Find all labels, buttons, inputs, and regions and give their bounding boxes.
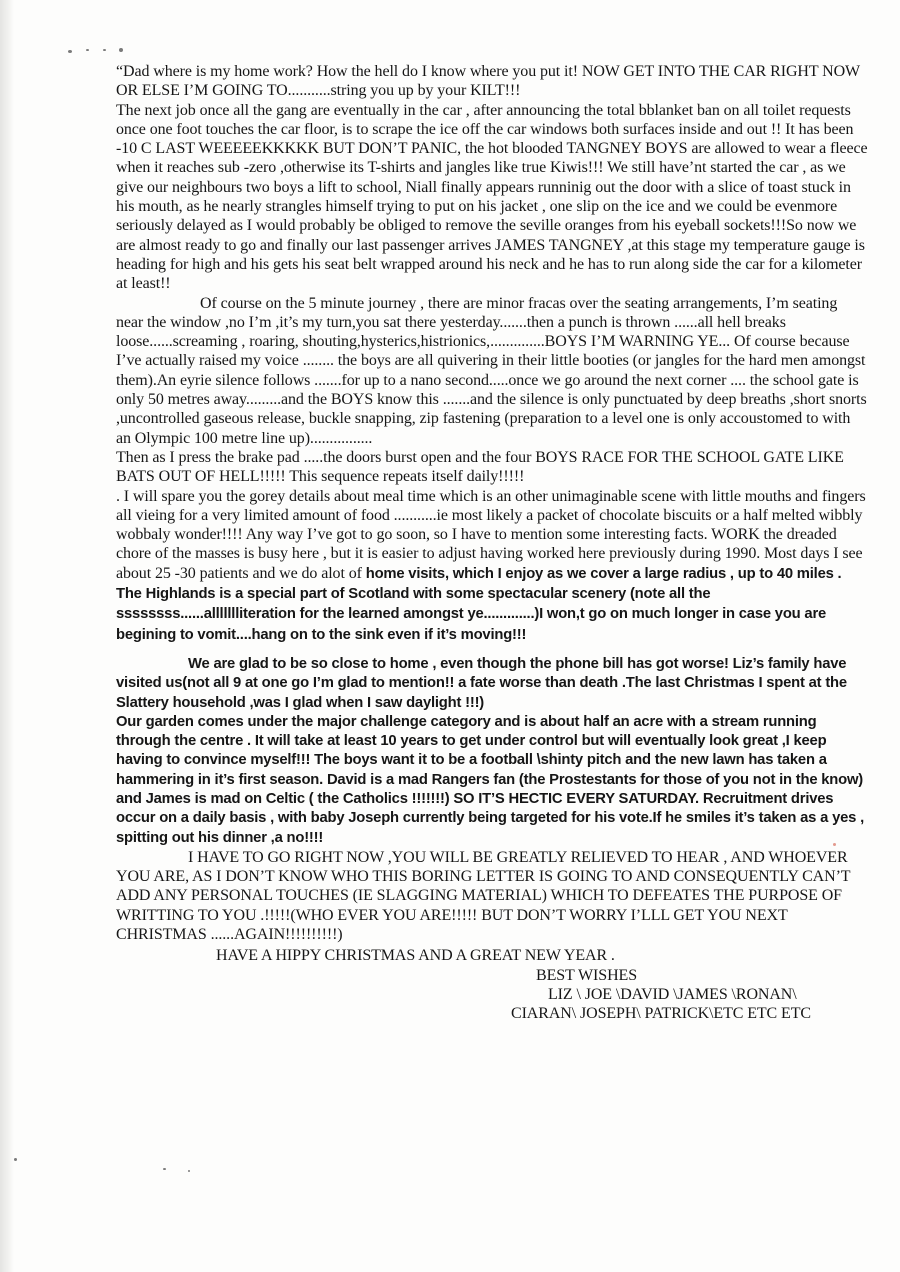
letter-closing xyxy=(116,946,868,1023)
scan-speck xyxy=(119,48,123,52)
scan-speck xyxy=(14,1158,17,1161)
best-wishes: BEST WISHES xyxy=(536,966,637,984)
letter-paragraph: We are glad to be so close to home , even though the phone bill has got worse! Liz’s family have visited us(not all 9 at one go I’m glad to mention!! a fate worse than death .The last Christmas I spent at the Slattery household ,was I glad when I saw daylight !!!) xyxy=(116,655,847,711)
letter-paragraph: I HAVE TO GO RIGHT NOW ,YOU WILL BE GREATLY RELIEVED TO HEAR , AND WHOEVER YOU ARE, AS I DON’T KNOW WHO THIS BORING LETTER IS GOING TO AND CONSEQUENTLY CAN’T ADD ANY PERSONAL TOUCHES (IE SLAGGING MATERIAL) WHICH TO DEFEATES THE PURPOSE OF WRITTING TO YOU .!!!!!(WHO EVER YOU ARE!!!!! BUT DON’T WORRY I’LLL GET YOU NEXT CHRISTMAS ......AGAIN!!!!!!!!!!) xyxy=(116,848,851,944)
letter-paragraph: Then as I press the brake pad .....the doors burst open and the four BOYS RACE FOR THE SCHOOL GATE LIKE BATS OUT OF HELL!!!!! This sequence repeats itself daily!!!!! xyxy=(116,448,844,486)
signature-line: CIARAN\ JOSEPH\ PATRICK\ETC ETC ETC xyxy=(511,1005,811,1023)
letter-paragraph: Of course on the 5 minute journey , there are minor fracas over the seating arrangements, I’m seating near the window ,no I’m ,it’s my turn,you sat there yesterday.......then a punch is thrown ......all hell breaks loose......screaming , roaring, shouting,hysterics,histrionics,..............BOYS I’M WARNING YE... Of course because I’ve actually raised my voice ........ the boys are all quivering in their little booties (or jangles for the hard men amongst them).An eyrie silence follows .......for up to a nano second.....once we go around the next corner .... the school gate is only 50 metres away.........and the BOYS know this .......and the silence is only punctuated by deep breaths ,short snorts ,uncontrolled gaseous release, buckle snapping, zip fastening (preparation to a level one is only accoustomed to with an Olympic 100 metre line up)................ xyxy=(116,294,867,447)
signature-line: LIZ \ JOE \DAVID \JAMES \RONAN\ xyxy=(548,985,797,1003)
letter-paragraph: The next job once all the gang are eventually in the car , after announcing the total bblanket ban on all toilet requests once one foot touches the car floor, is to scrape the ice off the car windows both surfaces inside and out !! It has been -10 C LAST WEEEEEKKKKK BUT DON’T PANIC, the hot blooded TANGNEY BOYS are allowed to wear a fleece when it reaches sub -zero ,otherwise its T-shirts and jangles like true Kiwis!!! We still have’nt started the car , as we give our neighbours two boys a lift to school, Niall finally appears runninig out the door with a slice of toast stuck in his mouth, as he nearly strangles himself trying to put on his jacket , one slip on the ice and we could be evenmore seriously delayed as I would probably be obliged to remove the seville oranges from his eyeball sockets!!!So now we are almost ready to go and finally our last passenger arrives JAMES TANGNEY ,at this stage my temperature gauge is heading for high and his gets his seat belt wrapped around his neck and he has to run along side the car for a kilometer at least!! xyxy=(116,101,868,293)
letter-paragraph: “Dad where is my home work? How the hell do I know where you put it! NOW GET INTO THE CAR RIGHT NOW OR ELSE I’M GOING TO...........string you up by your KILT!!! xyxy=(116,63,860,100)
scan-speck xyxy=(86,49,89,51)
letter-paragraph: Our garden comes under the major challenge category and is about half an acre with a stream running through the centre . It will take at least 10 years to get under control but will eventually look great ,I keep having to convince myself!!! The boys want it to be a football \shinty pitch and the new lawn has taken a hammering in it’s first season. David is a mad Rangers fan (the Prostestants for those of you not in the know) and James is mad on Celtic ( the Catholics !!!!!!!) SO IT’S HECTIC EVERY SATURDAY. Recruitment drives occur on a daily basis , with baby Joseph currently being targeted for his vote.If he smiles it’s taken as a yes , spitting out his dinner ,a no!!!! xyxy=(116,713,864,846)
scan-edge xyxy=(0,0,14,1272)
letter-text: . I will spare you the gorey details about meal time which is an other unimaginable scene with little mouths and fingers all vieing for a very limited amount of food ...........ie most likely a packet of chocolate biscuits or a half melted wibbly wobbaly wonder!!!! Any way I’ve got to go soon, so I have to mention some interesting facts. WORK the dreaded chore of the masses is busy here , but it is easier to adjust having worked here previously during 1990. Most days I see about 25 -30 patients and we do alot of xyxy=(116,487,866,582)
scan-speck xyxy=(188,1170,190,1172)
letter-body xyxy=(116,62,868,1024)
scan-speck xyxy=(103,49,106,51)
scan-speck xyxy=(163,1168,166,1170)
letter-paragraph xyxy=(116,487,868,645)
scan-speck xyxy=(68,50,72,53)
greeting: HAVE A HIPPY CHRISTMAS AND A GREAT NEW YEAR . xyxy=(216,947,615,965)
letter-text: home visits, which I enjoy as we cover a large radius , up to 40 miles . The Highlands is a special part of Scotland with some spectacular scenery (note all the ssssssss......allllllliteration for the learned amongst ye.............)I won,t go on much longer in case you are begining to vomit....hang on to the sink even if it’s moving!!! xyxy=(116,565,842,643)
